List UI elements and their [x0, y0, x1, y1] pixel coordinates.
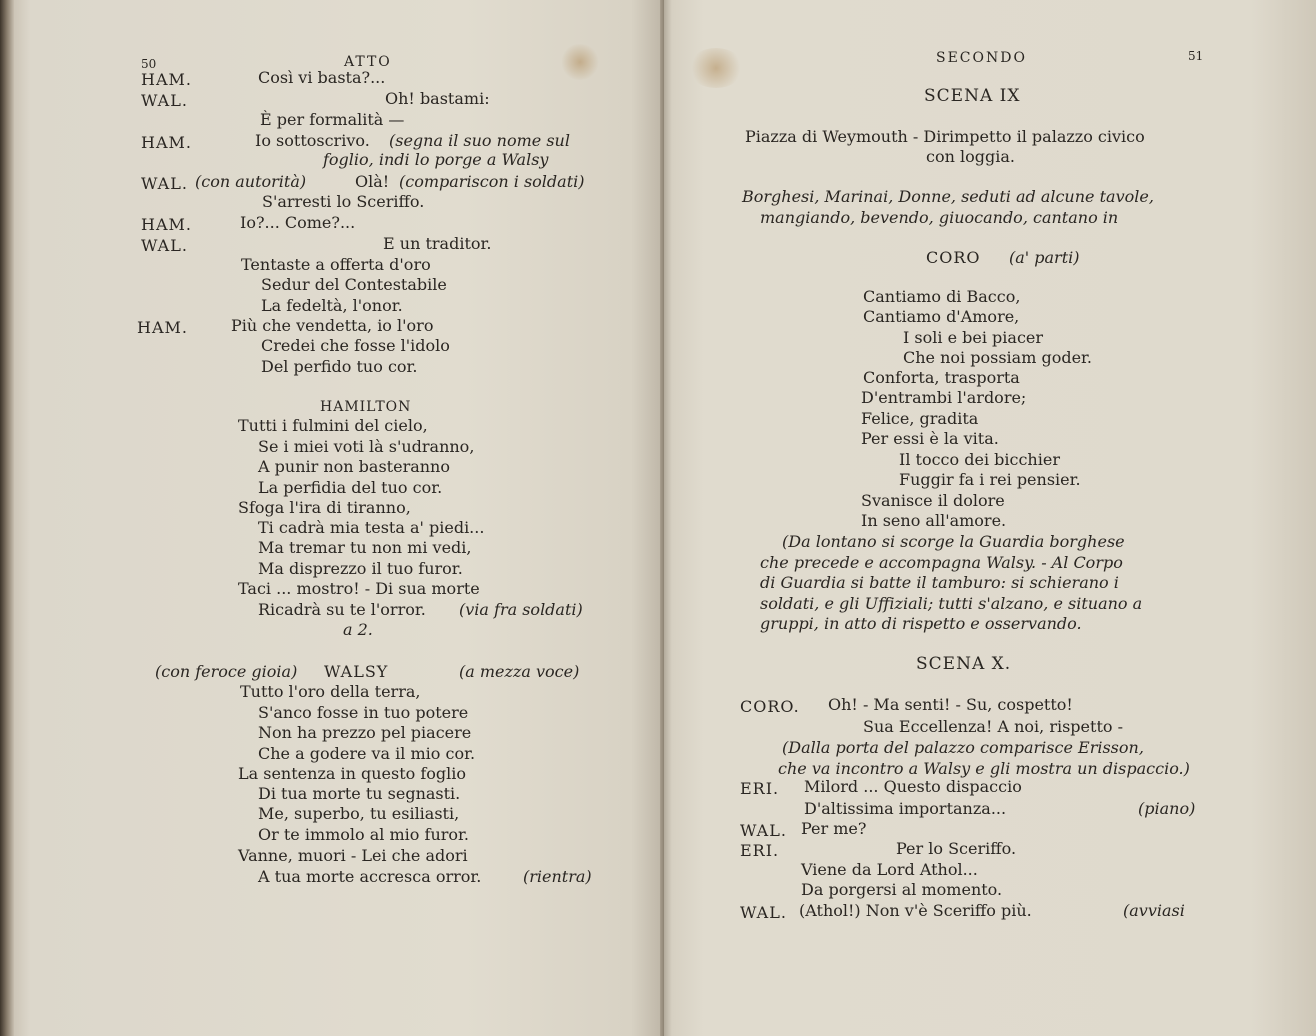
- verse-line: In seno all'amore.: [861, 511, 1007, 530]
- stage-direction: (via fra soldati): [459, 600, 583, 619]
- verse-line: Che noi possiam goder.: [903, 348, 1093, 367]
- stage-direction: (Dalla porta del palazzo comparisce Erisson,: [782, 738, 1144, 757]
- scene-heading: SCENA IX: [924, 86, 1021, 106]
- verse-line: Per me?: [801, 819, 867, 838]
- setting-line: con loggia.: [926, 147, 1015, 166]
- verse-line: Viene da Lord Athol...: [801, 860, 978, 879]
- aria-heading: WALSY: [324, 662, 389, 681]
- verse-line: La sentenza in questo foglio: [238, 764, 467, 783]
- duet-marker: a 2.: [343, 620, 373, 639]
- stage-direction: gruppi, in atto di rispetto e osservando.: [760, 614, 1082, 633]
- verse-line: Non ha prezzo pel piacere: [258, 723, 472, 742]
- stage-direction: (con feroce gioia): [155, 662, 298, 681]
- stage-direction: (a mezza voce): [459, 662, 580, 681]
- verse-line: Ti cadrà mia testa a' piedi...: [258, 518, 485, 537]
- speaker: HAM.: [137, 318, 188, 337]
- verse-line: I soli e bei piacer: [903, 328, 1044, 347]
- stage-direction: di Guardia si batte il tamburo: si schierano i: [760, 573, 1119, 592]
- verse-line: E un traditor.: [383, 234, 492, 253]
- verse-line: È per formalità —: [260, 110, 405, 129]
- verse-line: Così vi basta?...: [258, 68, 386, 87]
- verse-line: La perfidia del tuo cor.: [258, 478, 443, 497]
- speaker: WAL.: [141, 236, 188, 255]
- stage-direction: (con autorità): [195, 172, 307, 191]
- verse-line: Oh! - Ma senti! - Su, cospetto!: [828, 695, 1073, 714]
- right-page: [664, 0, 1316, 1036]
- page-number: 50: [141, 57, 157, 71]
- stage-direction: (piano): [1138, 799, 1196, 818]
- speaker: WAL.: [740, 821, 787, 840]
- verse-line: Fuggir fa i rei pensier.: [899, 470, 1081, 489]
- verse-line: La fedeltà, l'onor.: [261, 296, 403, 315]
- verse-line: Del perfido tuo cor.: [261, 357, 418, 376]
- verse-line: Io?... Come?...: [240, 213, 356, 232]
- speaker: CORO.: [740, 697, 800, 716]
- verse-line: (Athol!) Non v'è Sceriffo più.: [799, 901, 1032, 920]
- verse-line: Sfoga l'ira di tiranno,: [238, 498, 411, 517]
- verse-line: S'arresti lo Sceriffo.: [262, 192, 425, 211]
- verse-line: Conforta, trasporta: [863, 368, 1020, 387]
- aria-heading: HAMILTON: [320, 399, 412, 415]
- verse-line: Oh! bastami:: [385, 89, 490, 108]
- verse-line: Il tocco dei bicchier: [899, 450, 1060, 469]
- foxing-stain: [560, 44, 600, 80]
- verse-line: Vanne, muori - Lei che adori: [238, 846, 468, 865]
- verse-line: Tutti i fulmini del cielo,: [238, 416, 428, 435]
- verse-line: Sedur del Contestabile: [261, 275, 447, 294]
- verse-line: A tua morte accresca orror.: [258, 867, 482, 886]
- stage-direction: (segna il suo nome sul: [389, 131, 570, 150]
- stage-direction: che va incontro a Walsy e gli mostra un dispaccio.): [778, 759, 1190, 778]
- speaker: ERI.: [740, 841, 780, 860]
- speaker: WAL.: [141, 174, 188, 193]
- verse-line: D'altissima importanza...: [804, 799, 1007, 818]
- speaker: HAM.: [141, 70, 192, 89]
- stage-direction: (Da lontano si scorge la Guardia borghese: [782, 532, 1125, 551]
- verse-line: Cantiamo di Bacco,: [863, 287, 1021, 306]
- stage-direction: soldati, e gli Uffiziali; tutti s'alzano, e situano a: [760, 594, 1143, 613]
- stage-direction: che precede e accompagna Walsy. - Al Corpo: [760, 553, 1123, 572]
- verse-line: Da porgersi al momento.: [801, 880, 1003, 899]
- verse-line: Taci ... mostro! - Di sua morte: [238, 579, 480, 598]
- verse-line: Ricadrà su te l'orror.: [258, 600, 426, 619]
- page-number: 51: [1188, 49, 1204, 63]
- verse-line: A punir non basteranno: [258, 457, 450, 476]
- verse-line: Cantiamo d'Amore,: [863, 307, 1020, 326]
- stage-direction: (compariscon i soldati): [399, 172, 585, 191]
- verse-line: S'anco fosse in tuo potere: [258, 703, 469, 722]
- verse-line: Ma disprezzo il tuo furor.: [258, 559, 463, 578]
- speaker: HAM.: [141, 133, 192, 152]
- speaker: HAM.: [141, 215, 192, 234]
- verse-line: D'entrambi l'ardore;: [861, 388, 1027, 407]
- stage-direction: (a' parti): [1009, 248, 1080, 267]
- verse-line: Svanisce il dolore: [861, 491, 1005, 510]
- foxing-stain: [688, 48, 744, 88]
- stage-direction: (avviasi: [1123, 901, 1185, 920]
- book-edge: [0, 0, 14, 1036]
- verse-line: Tutto l'oro della terra,: [240, 682, 421, 701]
- verse-line: Più che vendetta, io l'oro: [231, 316, 434, 335]
- verse-line: Credei che fosse l'idolo: [261, 336, 450, 355]
- verse-line: Sua Eccellenza! A noi, rispetto -: [863, 717, 1123, 736]
- chorus-heading: CORO: [926, 248, 981, 267]
- speaker: ERI.: [740, 779, 780, 798]
- running-head: SECONDO: [936, 50, 1027, 66]
- stage-direction: Borghesi, Marinai, Donne, seduti ad alcune tavole,: [742, 187, 1154, 206]
- verse-line: Olà!: [355, 172, 390, 191]
- running-head: ATTO: [344, 54, 392, 70]
- verse-line: Per essi è la vita.: [861, 429, 999, 448]
- verse-line: Di tua morte tu segnasti.: [258, 784, 461, 803]
- speaker: WAL.: [141, 91, 188, 110]
- verse-line: Ma tremar tu non mi vedi,: [258, 538, 472, 557]
- stage-direction: mangiando, bevendo, giuocando, cantano in: [760, 208, 1119, 227]
- verse-line: Or te immolo al mio furor.: [258, 825, 469, 844]
- verse-line: Se i miei voti là s'udranno,: [258, 437, 475, 456]
- verse-line: Tentaste a offerta d'oro: [241, 255, 431, 274]
- verse-line: Milord ... Questo dispaccio: [804, 777, 1022, 796]
- speaker: WAL.: [740, 903, 787, 922]
- verse-line: Che a godere va il mio cor.: [258, 744, 476, 763]
- stage-direction: foglio, indi lo porge a Walsy: [323, 150, 549, 169]
- scene-heading: SCENA X.: [916, 654, 1012, 674]
- verse-line: Felice, gradita: [861, 409, 979, 428]
- stage-direction: (rientra): [523, 867, 592, 886]
- setting-line: Piazza di Weymouth - Dirimpetto il palazzo civico: [745, 127, 1145, 146]
- verse-line: Me, superbo, tu esiliasti,: [258, 804, 460, 823]
- verse-line: Io sottoscrivo.: [255, 131, 370, 150]
- verse-line: Per lo Sceriffo.: [896, 839, 1017, 858]
